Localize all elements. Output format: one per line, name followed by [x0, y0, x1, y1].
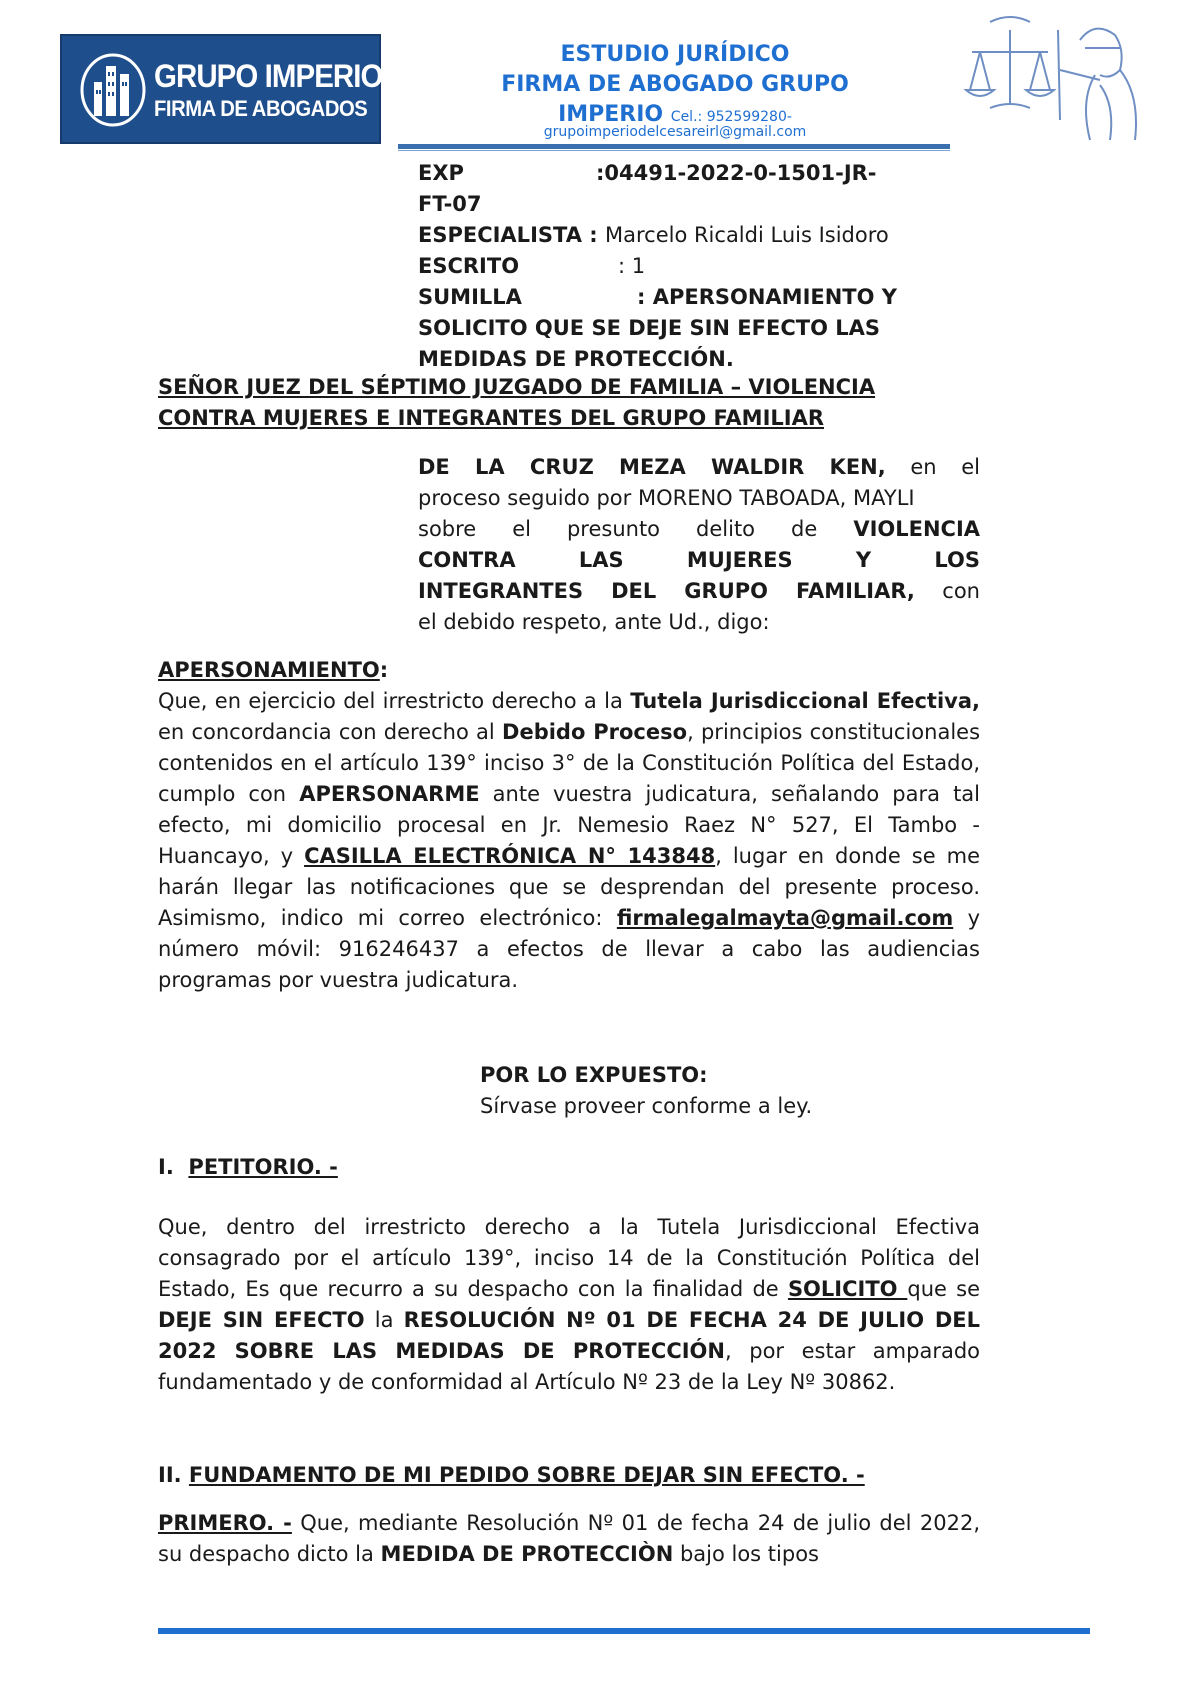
intro-bold3: INTEGRANTES DEL GRUPO FAMILIAR,	[418, 579, 915, 603]
especialista-label: ESPECIALISTA :	[418, 223, 598, 247]
logo-subtitle: FIRMA DE ABOGADOS	[154, 96, 368, 121]
intro-line6: el debido respeto, ante Ud., digo:	[418, 610, 770, 634]
fundamento-num: II.	[158, 1463, 182, 1487]
ap-text1: Que, en ejercicio del irrestricto derecho a la	[158, 689, 631, 713]
sumilla-label: SUMILLA	[418, 285, 522, 309]
primero-paragraph	[158, 1508, 980, 1570]
sumilla-line2: SOLICITO QUE SE DEJE SIN EFECTO LAS	[418, 316, 880, 340]
por-lo-expuesto-text: Sírvase proveer conforme a ley.	[480, 1094, 813, 1118]
petitorio-body	[158, 1212, 980, 1398]
primero-text2: bajo los tipos	[673, 1542, 819, 1566]
intro-line1	[418, 452, 980, 483]
por-lo-expuesto-title: POR LO EXPUESTO:	[480, 1063, 708, 1087]
building-logo-icon	[80, 52, 146, 128]
pet-text3: la	[364, 1308, 404, 1332]
petitorio-num: I.	[158, 1155, 174, 1179]
fundamento-title: FUNDAMENTO DE MI PEDIDO SOBRE DEJAR SIN EFECTO. -	[188, 1463, 865, 1487]
ap-text6: y número móvil: 916246437 a efectos de llevar a cabo las audiencias programas por vuestra judicatura.	[158, 906, 980, 992]
firm-heading-line2: FIRMA DE ABOGADO GRUPO	[501, 72, 849, 97]
intro-line5	[418, 576, 980, 607]
ap-text4: ante vuestra judicatura, señalando para tal efecto, mi domicilio procesal en Jr. Nemesio Raez N° 527, El Tambo - Huancayo, y	[158, 782, 980, 868]
ap-bold2: Debido Proceso	[502, 720, 688, 744]
ap-bold1: Tutela Jurisdiccional Efectiva,	[630, 689, 980, 713]
intro-text3: sobre el presunto delito de	[418, 517, 818, 541]
petitioner-name: DE LA CRUZ MEZA WALDIR KEN,	[418, 455, 886, 479]
header-divider	[398, 144, 950, 149]
addressee-line2: CONTRA MUJERES E INTEGRANTES DEL GRUPO FAMILIAR	[158, 406, 825, 430]
exp-row	[418, 158, 983, 189]
ap-bold3: APERSONARME	[299, 782, 480, 806]
intro-line4: CONTRA LAS MUJERES Y LOS	[418, 548, 980, 572]
petitorio-heading	[158, 1152, 980, 1183]
header-divider-thin	[398, 150, 950, 151]
sumilla-line3: MEDIDAS DE PROTECCIÓN.	[418, 347, 734, 371]
escrito-label: ESCRITO	[418, 254, 520, 278]
especialista-value: Marcelo Ricaldi Luis Isidoro	[604, 223, 889, 247]
exp-label: EXP	[418, 161, 464, 185]
pet-bold2: DEJE SIN EFECTO	[158, 1308, 365, 1332]
pet-text4: , por estar amparado fundamentado y de conformidad al Artículo Nº 23 de la Ley Nº 30862.	[158, 1339, 980, 1394]
addressee-line1: SEÑOR JUEZ DEL SÉPTIMO JUZGADO DE FAMILIA – VIOLENCIA	[158, 375, 876, 399]
logo-title: GRUPO IMPERIO	[154, 58, 383, 94]
sumilla-value: : APERSONAMIENTO Y	[637, 285, 897, 309]
apersonamiento-body	[158, 686, 980, 996]
apersonamiento-heading	[158, 655, 980, 686]
exp-value-cont: FT-07	[418, 192, 482, 216]
pet-bold3: RESOLUCIÓN Nº 01 DE FECHA 24 DE JULIO DEL 2022 SOBRE LAS MEDIDAS DE PROTECCIÓN	[158, 1308, 980, 1363]
apersonamiento-colon: :	[379, 658, 389, 682]
escrito-value: : 1	[618, 254, 646, 278]
footer-divider	[158, 1628, 1090, 1634]
sumilla-row	[418, 282, 983, 313]
firm-heading	[440, 40, 910, 132]
apersonamiento-title: APERSONAMIENTO	[158, 658, 380, 682]
primero-bold1: MEDIDA DE PROTECCIÒN	[380, 1542, 674, 1566]
pet-text1: Que, dentro del irrestricto derecho a la Tutela Jurisdiccional Efectiva consagrado por el artículo 139°, inciso 14 de la Constitución Política del Estado, Es que recurro a su despacho con la finalidad de	[158, 1215, 980, 1301]
lady-justice-scales-icon	[960, 10, 1160, 145]
firm-logo	[60, 34, 381, 144]
firm-heading-line1: ESTUDIO JURÍDICO	[560, 42, 790, 67]
firm-phone: Cel.: 952599280-	[670, 109, 792, 125]
firm-heading-line3: IMPERIO	[558, 102, 664, 127]
especialista-row	[418, 220, 983, 251]
escrito-row	[418, 251, 983, 282]
petitorio-title: PETITORIO. -	[188, 1155, 338, 1179]
ap-text3: , principios constitucionales contenidos en el artículo 139° inciso 3° de la Constitución Política del Estado, cumplo con	[158, 720, 981, 806]
ap-text2: en concordancia con derecho al	[158, 720, 503, 744]
casilla-electronica: CASILLA ELECTRÓNICA N° 143848	[304, 844, 716, 868]
por-lo-expuesto	[480, 1060, 980, 1122]
apersonamiento-section	[158, 655, 980, 996]
intro-text1: en el	[910, 455, 980, 479]
ap-text5: , lugar en donde se me harán llegar las notificaciones que se desprendan del presente proceso. Asimismo, indico mi correo electrónico:	[158, 844, 980, 930]
primero-text1: Que, mediante Resolución Nº 01 de fecha 24 de julio del 2022, su despacho dicto la	[158, 1511, 980, 1566]
exp-value: :04491-2022-0-1501-JR-	[596, 161, 877, 185]
primero-label: PRIMERO. -	[158, 1511, 292, 1535]
pet-text2: que se	[907, 1277, 980, 1301]
pet-bold1: SOLICITO	[787, 1277, 908, 1301]
addressee	[158, 372, 980, 434]
intro-text4: con	[942, 579, 980, 603]
intro-bold1: VIOLENCIA	[853, 517, 981, 541]
intro-line2: proceso seguido por MORENO TABOADA, MAYLI	[418, 486, 915, 510]
intro-paragraph	[418, 452, 980, 638]
case-header	[418, 158, 983, 375]
fundamento-heading	[158, 1460, 980, 1491]
intro-line3	[418, 514, 980, 545]
email-link[interactable]: firmalegalmayta@gmail.com	[616, 906, 954, 930]
firm-email: grupoimperiodelcesareirl@gmail.com	[543, 124, 807, 140]
